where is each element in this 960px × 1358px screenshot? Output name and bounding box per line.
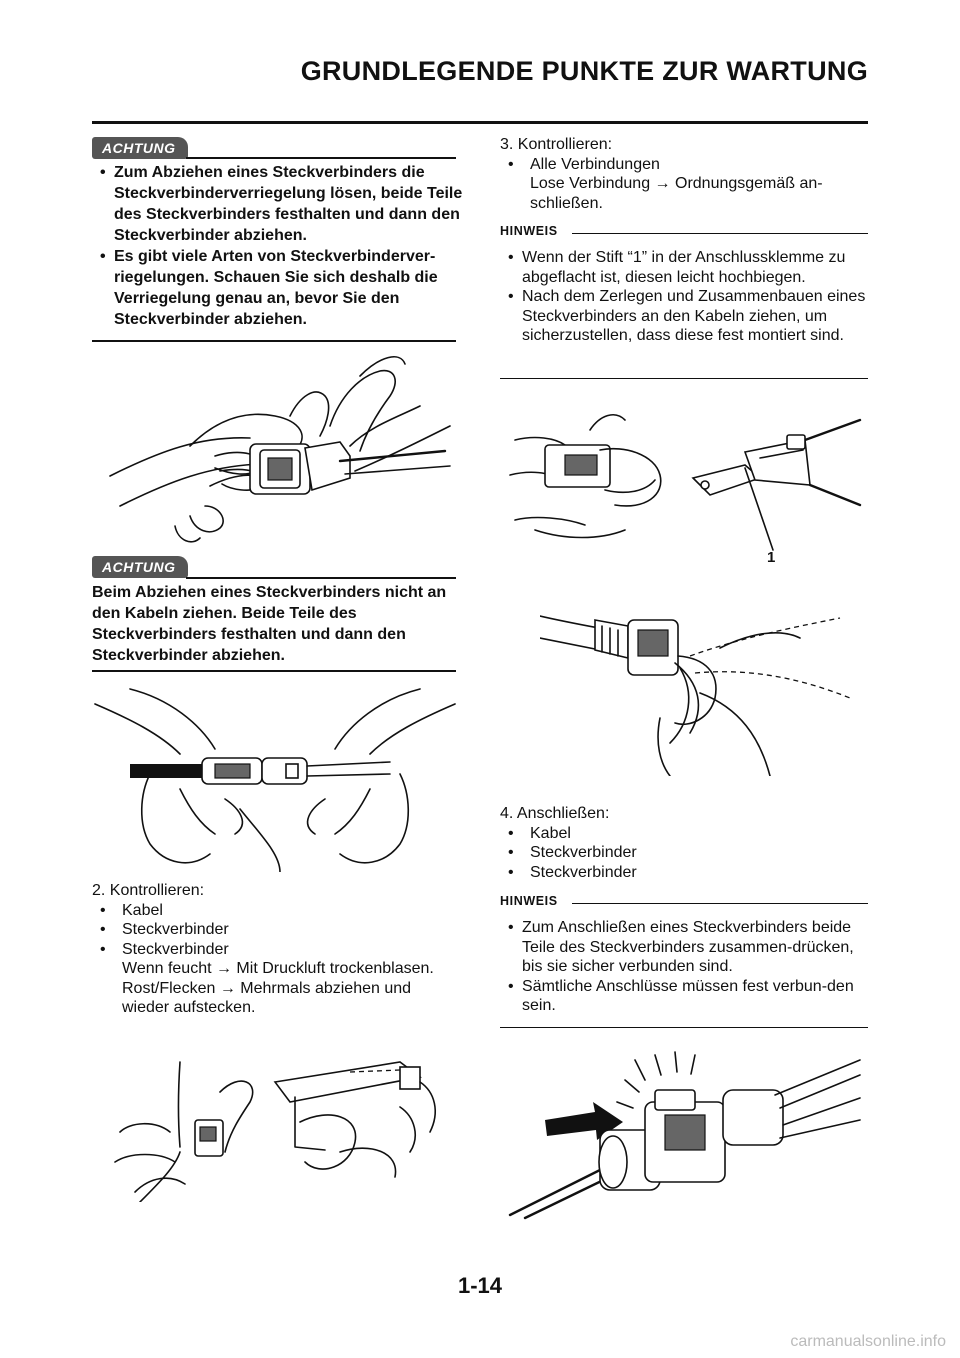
figure-pull-wires (540, 598, 860, 776)
caution-item: • Es gibt viele Arten von Steckverbinderver-riegelungen. Schauen Sie sich deshalb die Verriegelung genau an, bevor Sie den Steckverbinder abziehen. (92, 246, 464, 330)
note-rule (572, 233, 868, 234)
step4-item: • Steckverbinder (500, 843, 870, 863)
note-label: HINWEIS (500, 894, 558, 908)
step4-item: • Steckverbinder (500, 863, 870, 883)
step4-block (500, 804, 870, 882)
caution-end-rule (92, 670, 456, 672)
caution-list (92, 162, 464, 330)
figure-connect (505, 1050, 865, 1220)
note-item: • Wenn der Stift “1” in der Anschlussklemme zu abgeflacht ist, diesen leicht hochbiegen. (500, 248, 872, 287)
step2-item: • Steckverbinder (92, 920, 472, 940)
step3-block (500, 135, 870, 213)
caution-rule (186, 577, 456, 579)
page-title: GRUNDLEGENDE PUNKTE ZUR WARTUNG (300, 56, 868, 86)
step2-block (92, 881, 472, 1018)
title-rule (92, 121, 868, 124)
note-list (500, 248, 872, 346)
step3-detail: schließen. (530, 194, 603, 212)
step2-detail: Wenn feucht → Mit Druckluft trockenblasen. (122, 960, 434, 977)
page-number: 1-14 (457, 1273, 503, 1298)
caution-end-rule (92, 340, 456, 342)
watermark: carmanualsonline.info (790, 1333, 946, 1350)
caution-rule (186, 157, 456, 159)
step2-heading: 2. Kontrollieren: (92, 882, 205, 899)
figure-air-blow (100, 1052, 450, 1202)
step3-item: • Alle Verbindungen (500, 155, 870, 175)
step2-item: • Kabel (92, 901, 472, 921)
caution-badge: ACHTUNG (92, 556, 188, 578)
figure-terminal-pin (505, 400, 865, 580)
note-end-rule (500, 1027, 868, 1028)
figure-unlock-connector (100, 356, 460, 548)
note-label: HINWEIS (500, 224, 558, 238)
caution-item: • Zum Abziehen eines Steckverbinders die Steckverbinderverriegelung lösen, beide Teile des Steckverbinders festhalten und dann den Steckverbinder abziehen. (92, 162, 464, 246)
step4-item: • Kabel (500, 824, 870, 844)
note-item: • Zum Anschließen eines Steckverbinders beide Teile des Steckverbinders zusammen-drücken, bis sie sicher verbunden sind. (500, 918, 872, 977)
caution-text: Beim Abziehen eines Steckverbinders nicht an den Kabeln ziehen. Beide Teile des Steckverbinders festhalten und dann den Steckverbinder abziehen. (92, 584, 447, 664)
note-list (500, 918, 872, 1016)
note-item: • Nach dem Zerlegen und Zusammenbauen eines Steckverbinders an den Kabeln ziehen, um sicherzustellen, dass diese fest montiert sind. (500, 287, 872, 346)
note-end-rule (500, 378, 868, 379)
step2-item: • Steckverbinder (92, 940, 472, 960)
figure-hold-connector (90, 684, 460, 872)
note-item: • Sämtliche Anschlüsse müssen fest verbun-den sein. (500, 977, 872, 1016)
step2-detail: Rost/Flecken → Mehrmals abziehen und (122, 979, 412, 997)
note-rule (572, 903, 868, 904)
step4-heading: 4. Anschließen: (500, 805, 610, 822)
step2-detail: wieder aufstecken. (122, 999, 256, 1016)
caution-badge: ACHTUNG (92, 137, 188, 159)
step3-heading: 3. Kontrollieren: (500, 136, 613, 153)
callout-1: 1 (767, 549, 776, 566)
step3-detail: Lose Verbindung → Ordnungsgemäß an- (530, 175, 823, 192)
